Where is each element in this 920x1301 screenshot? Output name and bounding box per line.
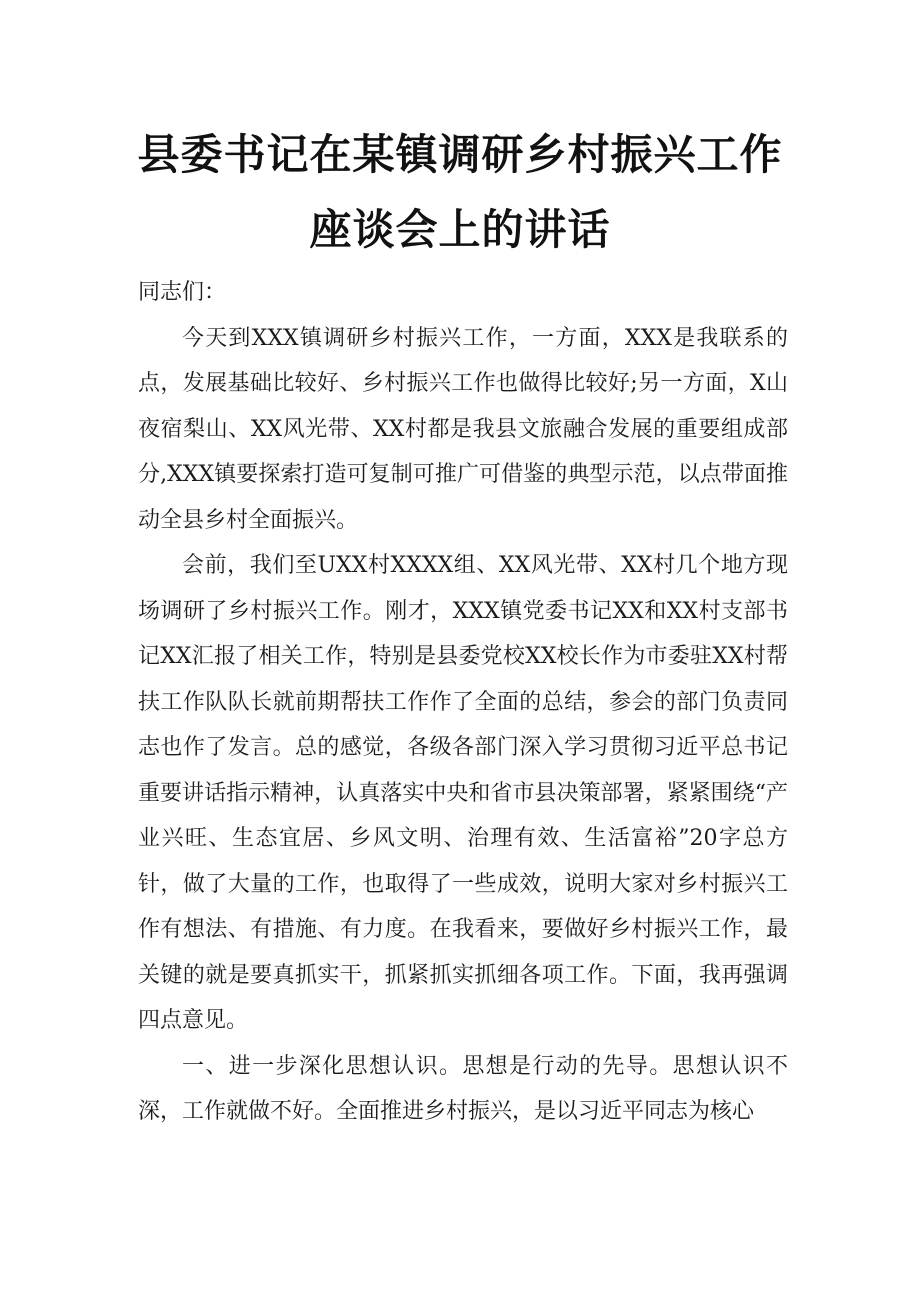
paragraph-3: 一、进一步深化思想认识。思想是行动的先导。思想认识不深，工作就做不好。全面推进乡村振兴，是以习近平同志为核心 <box>138 1053 788 1124</box>
paragraph-2: 会前，我们至UXX村XXXX组、XX风光带、XX村几个地方现场调研了乡村振兴工作。刚才，XXX镇党委书记XX和XX村支部书记XX汇报了相关工作，特别是县委党校XX校长作为市委驻XX村帮扶工作队队长就前期帮扶工作作了全面的总结，参会的部门负责同志也作了发言。总的感觉，各级各部门深入学习贯彻习近平总书记重要讲话指示精神，认真落实中央和省市县决策部署，紧紧围绕“产业兴旺、生态宜居、乡风文明、治理有效、生活富裕”20字总方针，做了大量的工作，也取得了一些成效，说明大家对乡村振兴工作有想法、有措施、有力度。在我看来，要做好乡村振兴工作，最关键的就是要真抓实干，抓紧抓实抓细各项工作。下面，我再强调四点意见。 <box>138 553 788 1033</box>
document-title-line-1: 县委书记在某镇调研乡村振兴工作 <box>137 130 783 179</box>
salutation: 同志们： <box>138 280 227 305</box>
document-title-line-2: 座谈会上的讲话 <box>309 205 611 254</box>
document-body <box>138 270 788 1135</box>
paragraph-1: 今天到XXX镇调研乡村振兴工作，一方面，XXX是我联系的点，发展基础比较好、乡村振兴工作也做得比较好;另一方面，X山夜宿梨山、XX风光带、XX村都是我县文旅融合发展的重要组成部分,XXX镇要探索打造可复制可推广可借鉴的典型示范，以点带面推动全县乡村全面振兴。 <box>138 325 788 533</box>
